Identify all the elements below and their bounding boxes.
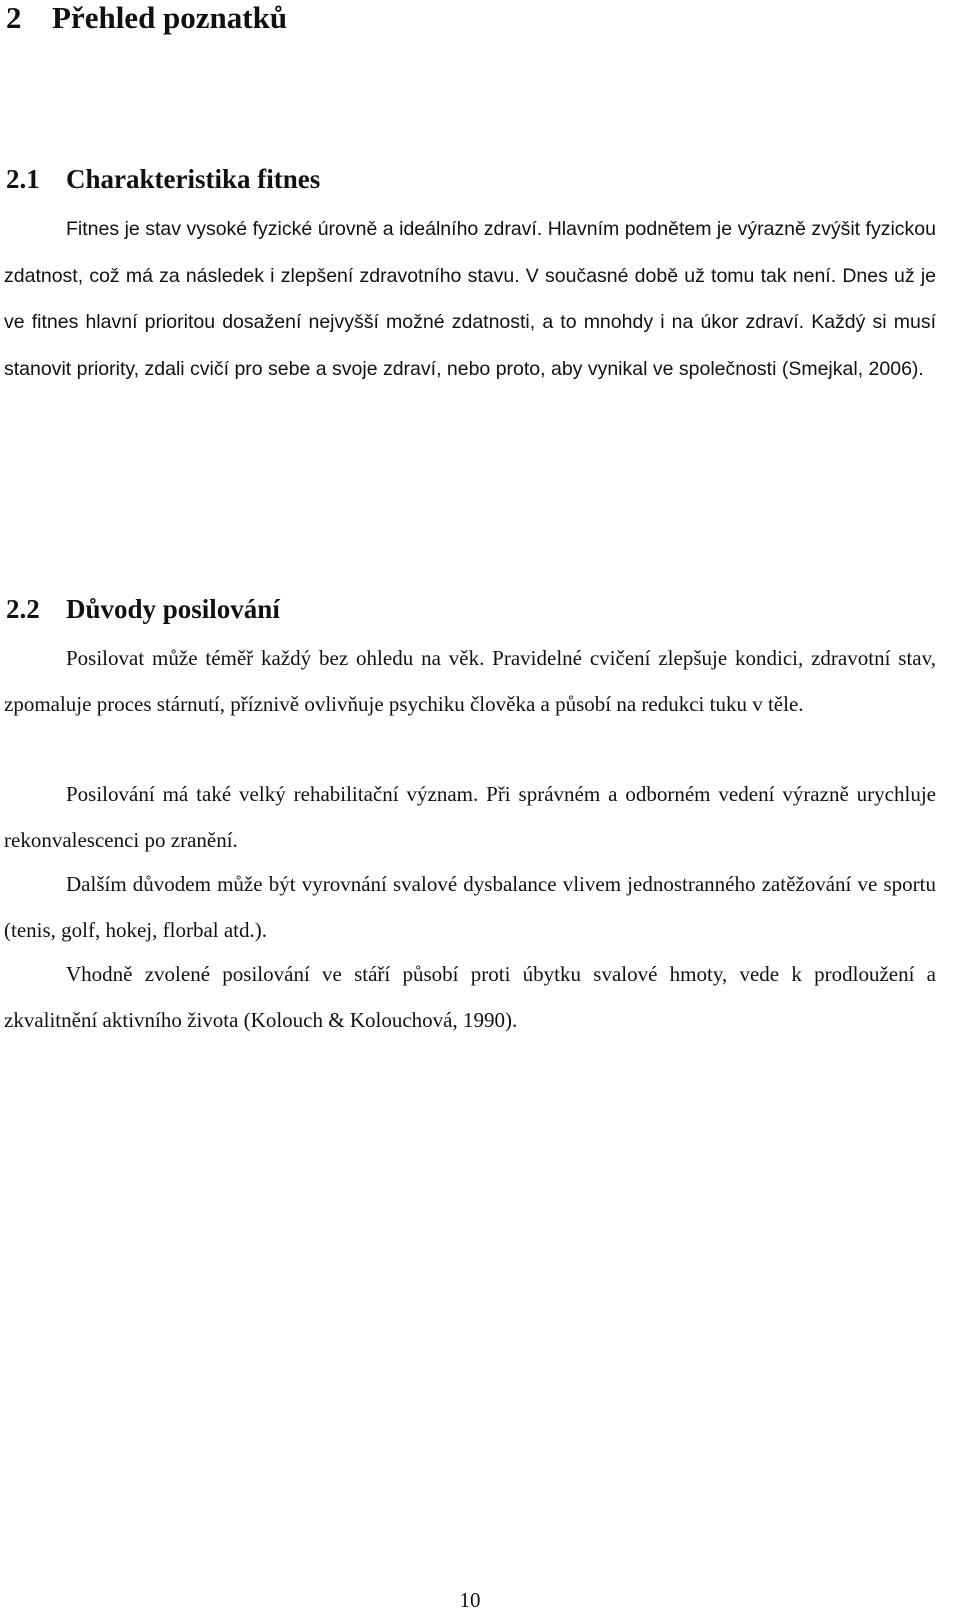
page-number: 10 xyxy=(459,1588,481,1612)
document-page xyxy=(4,0,936,1617)
section-2-2-paragraph-1: Posilovat může téměř každý bez ohledu na věk. Pravidelné cvičení zlepšuje kondici, zdravotní stav, zpomaluje proces stárnutí, příznivě ovlivňuje psychiku člověka a působí na redukci tuku v těle. xyxy=(4,646,936,716)
section-title: Charakteristika fitnes xyxy=(66,164,321,194)
section-heading-2-2 xyxy=(6,593,280,625)
section-2-2-paragraph-2: Posilování má také velký rehabilitační význam. Při správném a odborném vedení výrazně urychluje rekonvalescenci po zranění. xyxy=(4,782,936,852)
section-title: Důvody posilování xyxy=(66,594,280,624)
section-2-1-paragraph: Fitnes je stav vysoké fyzické úrovně a ideálního zdraví. Hlavním podnětem je výrazně zvýšit fyzickou zdatnost, což má za následek i zlepšení zdravotního stavu. V současné době už tomu tak není. Dnes už je ve fitnes hlavní prioritou dosažení nejvyšší možné zdatnosti, a to mnohdy i na úkor zdraví. Každý si musí stanovit priority, zdali cvičí pro sebe a svoje zdraví, nebo proto, aby vynikal ve společnosti (Smejkal, 2006). xyxy=(4,218,936,380)
section-2-2-paragraph-3: Dalším důvodem může být vyrovnání svalové dysbalance vlivem jednostranného zatěžování ve sportu (tenis, golf, hokej, florbal atd.). xyxy=(4,872,936,942)
section-number: 2.2 xyxy=(6,594,40,624)
chapter-title: Přehled poznatků xyxy=(52,0,288,35)
section-2-2-paragraph-4: Vhodně zvolené posilování ve stáří působí proti úbytku svalové hmoty, vede k prodloužení a zkvalitnění aktivního života (Kolouch & Kolouchová, 1990). xyxy=(4,962,936,1032)
section-number: 2.1 xyxy=(6,164,40,194)
section-heading-2-1 xyxy=(6,163,320,195)
chapter-heading xyxy=(6,0,287,36)
chapter-number: 2 xyxy=(6,0,22,35)
